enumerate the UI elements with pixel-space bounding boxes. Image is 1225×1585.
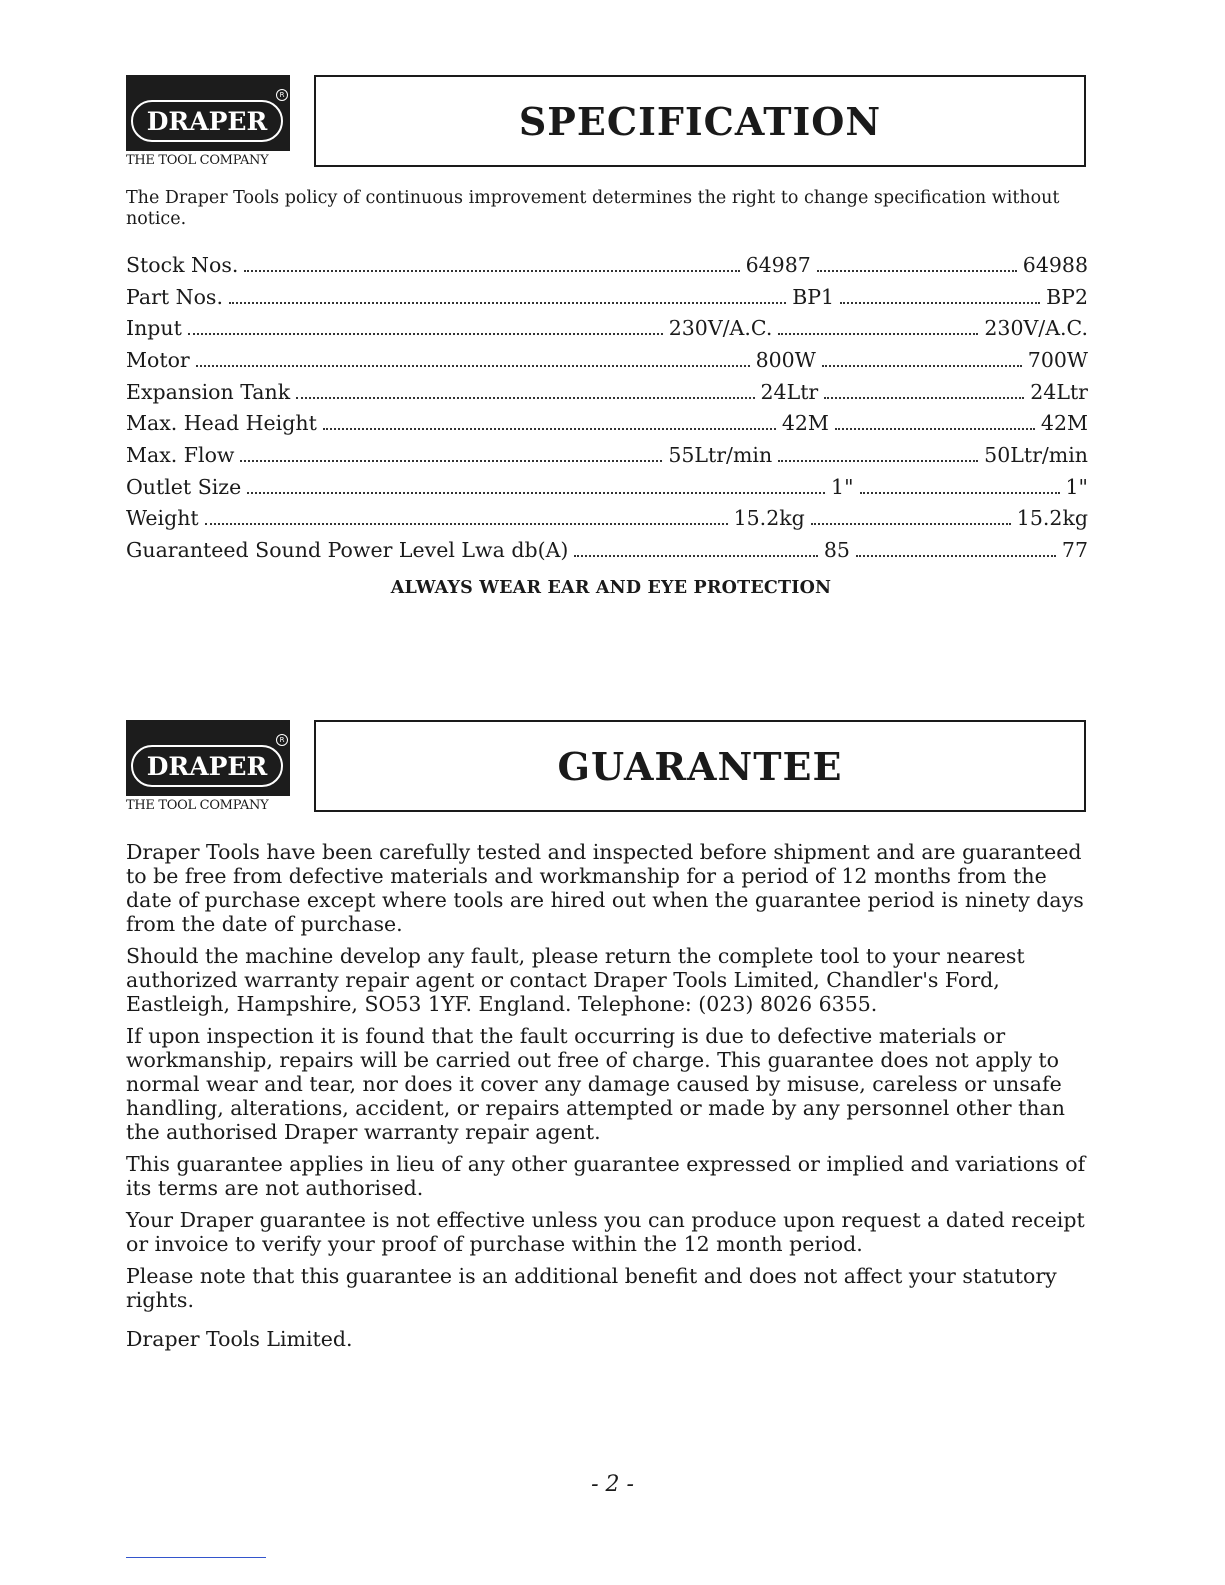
spec-row bbox=[126, 534, 1088, 566]
spec-label: Weight bbox=[126, 506, 199, 531]
specification-title: SPECIFICATION bbox=[518, 98, 882, 144]
guarantee-paragraph: If upon inspection it is found that the fault occurring is due to defective materials or workmanship, repairs will be carried out free of charge. This guarantee does not apply to normal wear and tear, nor does it cover any damage caused by misuse, careless or unsafe handling, alterations, accident, or repairs attempted or made by any personnel other than the authorised Draper warranty repair agent. bbox=[126, 1024, 1065, 1144]
spec-value-64988: 15.2kg bbox=[1016, 506, 1088, 531]
logo-wordmark: DRAPER bbox=[146, 751, 268, 781]
guarantee-title-box bbox=[314, 720, 1086, 812]
spec-value-64988: BP2 bbox=[1046, 284, 1088, 309]
leader-dots bbox=[778, 333, 978, 335]
spec-value-64988: 230V/A.C. bbox=[984, 316, 1088, 341]
page-number: - 2 - bbox=[591, 1472, 634, 1497]
registered-mark: R bbox=[276, 734, 288, 746]
leader-dots bbox=[817, 270, 1017, 272]
logo-oval bbox=[131, 100, 283, 142]
spec-value-64987: 42M bbox=[781, 411, 829, 436]
registered-mark: R bbox=[276, 89, 288, 101]
draper-logo bbox=[126, 720, 290, 816]
spec-row bbox=[126, 471, 1088, 503]
footnote-separator bbox=[126, 1557, 266, 1558]
leader-dots bbox=[296, 397, 754, 399]
leader-dots bbox=[860, 492, 1060, 494]
leader-dots bbox=[188, 333, 663, 335]
spec-label: Expansion Tank bbox=[126, 379, 291, 404]
leader-dots bbox=[247, 492, 825, 494]
specification-header bbox=[126, 75, 1086, 171]
spec-row bbox=[126, 312, 1088, 344]
logo-oval bbox=[131, 745, 283, 787]
leader-dots bbox=[240, 460, 662, 462]
spec-value-64988: 50Ltr/min bbox=[984, 442, 1088, 467]
draper-logo bbox=[126, 75, 290, 171]
spec-value-64988: 42M bbox=[1040, 411, 1088, 436]
spec-value-64988: 700W bbox=[1027, 347, 1088, 372]
guarantee-body bbox=[126, 840, 1091, 1320]
safety-warning: ALWAYS WEAR EAR AND EYE PROTECTION bbox=[390, 578, 832, 598]
spec-label: Stock Nos. bbox=[126, 252, 239, 277]
guarantee-title: GUARANTEE bbox=[557, 743, 843, 789]
spec-value-64987: 24Ltr bbox=[760, 379, 819, 404]
guarantee-paragraph: Please note that this guarantee is an additional benefit and does not affect your statutory rights. bbox=[126, 1264, 1057, 1312]
logo-badge bbox=[126, 720, 290, 796]
spec-value-64987: 15.2kg bbox=[733, 506, 805, 531]
leader-dots bbox=[856, 555, 1056, 557]
guarantee-paragraph: Should the machine develop any fault, please return the complete tool to your nearest authorized warranty repair agent or contact Draper Tools Limited, Chandler's Ford, Eastleigh, Hampshire, SO53 1YF. England. Telephone: (023) 8026 6355. bbox=[126, 944, 1025, 1016]
leader-dots bbox=[323, 428, 776, 430]
leader-dots bbox=[244, 270, 739, 272]
spec-row bbox=[126, 407, 1088, 439]
spec-value-64987: 800W bbox=[755, 347, 816, 372]
leader-dots bbox=[229, 302, 786, 304]
logo-tagline: THE TOOL COMPANY bbox=[126, 798, 269, 813]
guarantee-header bbox=[126, 720, 1086, 816]
policy-note: The Draper Tools policy of continuous improvement determines the right to change specification without notice. bbox=[126, 188, 1060, 229]
leader-dots bbox=[205, 523, 728, 525]
spec-row bbox=[126, 249, 1088, 281]
leader-dots bbox=[811, 523, 1011, 525]
spec-row bbox=[126, 281, 1088, 313]
spec-table bbox=[126, 249, 1088, 566]
spec-label: Max. Flow bbox=[126, 442, 235, 467]
spec-row bbox=[126, 376, 1088, 408]
spec-value-64987: 85 bbox=[823, 538, 850, 563]
guarantee-paragraph: Your Draper guarantee is not effective unless you can produce upon request a dated receipt or invoice to verify your proof of purchase within the 12 month period. bbox=[126, 1208, 1085, 1256]
leader-dots bbox=[778, 460, 978, 462]
spec-label: Input bbox=[126, 316, 182, 341]
spec-row bbox=[126, 503, 1088, 535]
spec-label: Max. Head Height bbox=[126, 411, 317, 436]
leader-dots bbox=[196, 365, 750, 367]
spec-row bbox=[126, 344, 1088, 376]
signoff: Draper Tools Limited. bbox=[126, 1327, 353, 1351]
leader-dots bbox=[835, 428, 1035, 430]
spec-value-64988: 24Ltr bbox=[1030, 379, 1088, 404]
logo-badge bbox=[126, 75, 290, 151]
specification-title-box bbox=[314, 75, 1086, 167]
spec-label: Part Nos. bbox=[126, 284, 223, 309]
leader-dots bbox=[840, 302, 1040, 304]
logo-wordmark: DRAPER bbox=[146, 106, 268, 136]
spec-label: Outlet Size bbox=[126, 474, 242, 499]
spec-value-64988: 64988 bbox=[1022, 252, 1088, 277]
logo-tagline: THE TOOL COMPANY bbox=[126, 153, 269, 168]
spec-value-64987: 1" bbox=[831, 474, 854, 499]
guarantee-paragraph: This guarantee applies in lieu of any other guarantee expressed or implied and variations of its terms are not authorised. bbox=[126, 1152, 1086, 1200]
spec-value-64987: BP1 bbox=[792, 284, 835, 309]
leader-dots bbox=[822, 365, 1022, 367]
spec-value-64987: 230V/A.C. bbox=[668, 316, 773, 341]
spec-value-64987: 55Ltr/min bbox=[668, 442, 773, 467]
spec-label: Motor bbox=[126, 347, 190, 372]
spec-value-64987: 64987 bbox=[745, 252, 811, 277]
spec-value-64988: 1" bbox=[1065, 474, 1088, 499]
spec-row bbox=[126, 439, 1088, 471]
guarantee-paragraph: Draper Tools have been carefully tested and inspected before shipment and are guaranteed to be free from defective materials and workmanship for a period of 12 months from the date of purchase except where tools are hired out when the guarantee period is ninety days from the date of purchase. bbox=[126, 840, 1084, 936]
leader-dots bbox=[574, 555, 817, 557]
spec-value-64988: 77 bbox=[1061, 538, 1088, 563]
spec-label: Guaranteed Sound Power Level Lwa db(A) bbox=[126, 538, 569, 563]
leader-dots bbox=[824, 397, 1024, 399]
